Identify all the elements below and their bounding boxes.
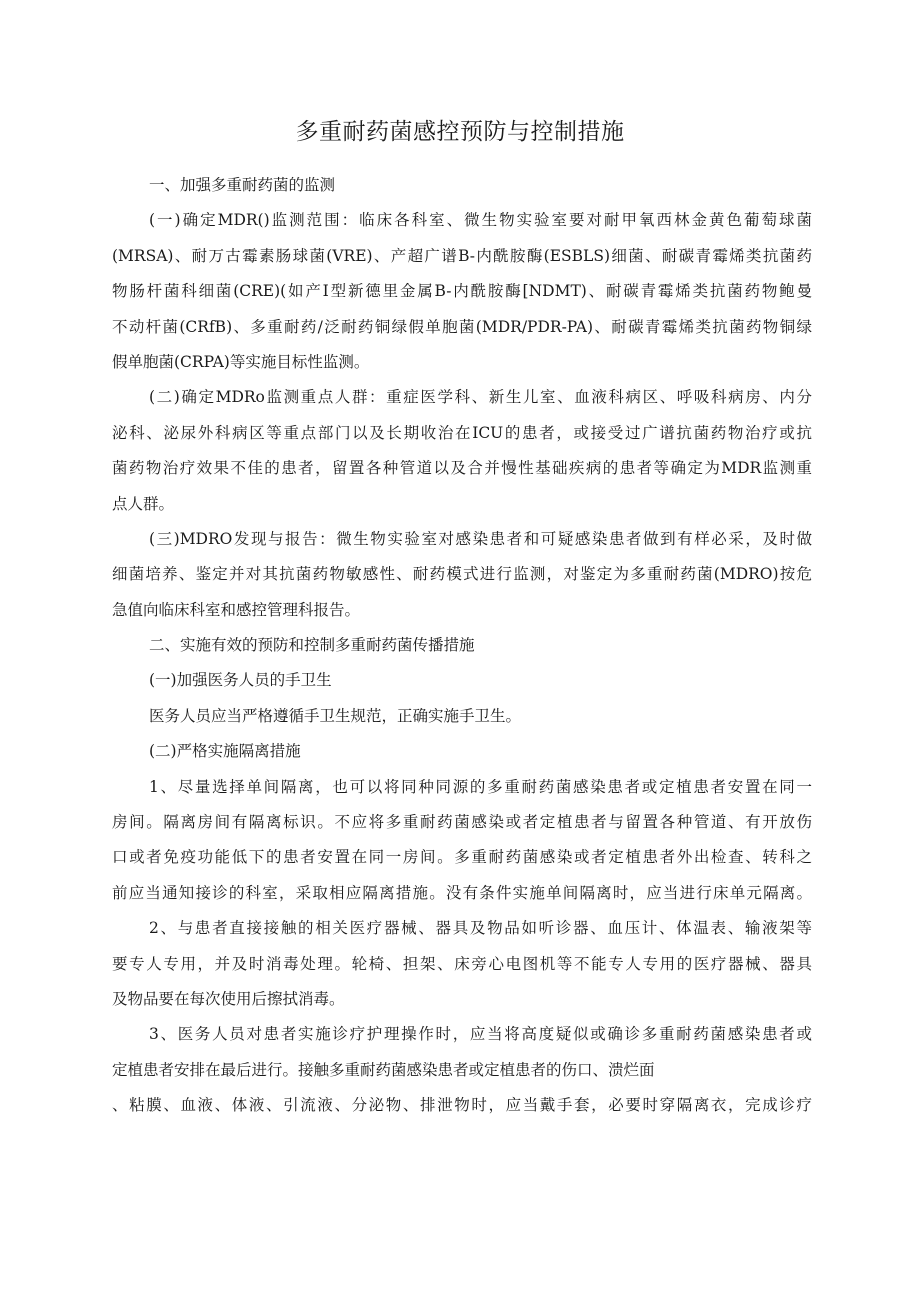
paragraph-line: 假单胞菌(CRPA)等实施目标性监测。 [112,352,370,371]
section-heading-2: 二、实施有效的预防和控制多重耐药菌传播措施 [149,636,475,655]
paragraph-line: 前应当通知接诊的科室，采取相应隔离措施。没有条件实施单间隔离时，应当进行床单元隔离。 [112,883,812,902]
document-title: 多重耐药菌感控预防与控制措施 [295,119,625,145]
paragraph-line: (二)确定MDRo监测重点人群：重症医学科、新生儿室、血液科病区、呼吸科病房、内分 [149,388,812,407]
paragraph-line: 菌药物治疗效果不佳的患者，留置各种管道以及合并慢性基础疾病的患者等确定为MDR监测重 [112,459,812,478]
paragraph-line: (三)MDRO发现与报告：微生物实验室对感染患者和可疑感染患者做到有样必采，及时做 [149,529,812,548]
paragraph-line: 点人群。 [112,494,175,513]
paragraph-line: 泌科、泌尿外科病区等重点部门以及长期收治在ICU的患者，或接受过广谱抗菌药物治疗或抗 [112,423,812,442]
paragraph-line: 及物品要在每次使用后擦拭消毒。 [112,989,345,1008]
paragraph-line: 细菌培养、鉴定并对其抗菌药物敏感性、耐药模式进行监测，对鉴定为多重耐药菌(MDRO)按危 [112,565,812,584]
subsection-heading: (一)加强医务人员的手卫生 [149,671,332,690]
paragraph-line: 不动杆菌(CRfB)、多重耐药/泛耐药铜绿假单胞菌(MDR/PDR-PA)、耐碳青霉烯类抗菌药物铜绿 [112,317,812,336]
paragraph-line: 房间。隔离房间有隔离标识。不应将多重耐药菌感染或者定植患者与留置各种管道、有开放伤 [112,813,812,832]
paragraph-line: 定植患者安排在最后进行。接触多重耐药菌感染患者或定植患者的伤口、溃烂面 [112,1060,655,1079]
paragraph-line: 医务人员应当严格遵循手卫生规范，正确实施手卫生。 [149,706,522,725]
paragraph-line: 要专人专用，并及时消毒处理。轮椅、担架、床旁心电图机等不能专人专用的医疗器械、器具 [112,954,812,973]
paragraph-line: 3、医务人员对患者实施诊疗护理操作时，应当将高度疑似或确诊多重耐药菌感染患者或 [149,1025,812,1044]
paragraph-line: 物肠杆菌科细菌(CRE)(如产Ⅰ型新德里金属B-内酰胺酶[NDMT)、耐碳青霉烯类抗菌药物鲍曼 [112,282,812,301]
paragraph-line: 口或者免疫功能低下的患者安置在同一房间。多重耐药菌感染或者定植患者外出检查、转科之 [112,848,812,867]
paragraph-line: 、粘膜、血液、体液、引流液、分泌物、排泄物时，应当戴手套，必要时穿隔离衣，完成诊疗 [112,1096,812,1115]
subsection-heading: (二)严格实施隔离措施 [149,742,301,761]
section-heading-1: 一、加强多重耐药菌的监测 [149,176,336,194]
paragraph-line: 2、与患者直接接触的相关医疗器械、器具及物品如听诊器、血压计、体温表、输液架等 [149,919,812,938]
paragraph-line: 急值向临床科室和感控管理科报告。 [112,600,361,619]
paragraph-line: (一)确定MDR()监测范围：临床各科室、微生物实验室要对耐甲氧西林金黄色葡萄球菌 [149,211,812,230]
document-body [112,168,812,1124]
paragraph-line: 1、尽量选择单间隔离，也可以将同种同源的多重耐药菌感染患者或定植患者安置在同一 [149,777,812,796]
paragraph-line: (MRSA)、耐万古霉素肠球菌(VRE)、产超广谱B-内酰胺酶(ESBLS)细菌、耐碳青霉烯类抗菌药 [112,246,812,265]
